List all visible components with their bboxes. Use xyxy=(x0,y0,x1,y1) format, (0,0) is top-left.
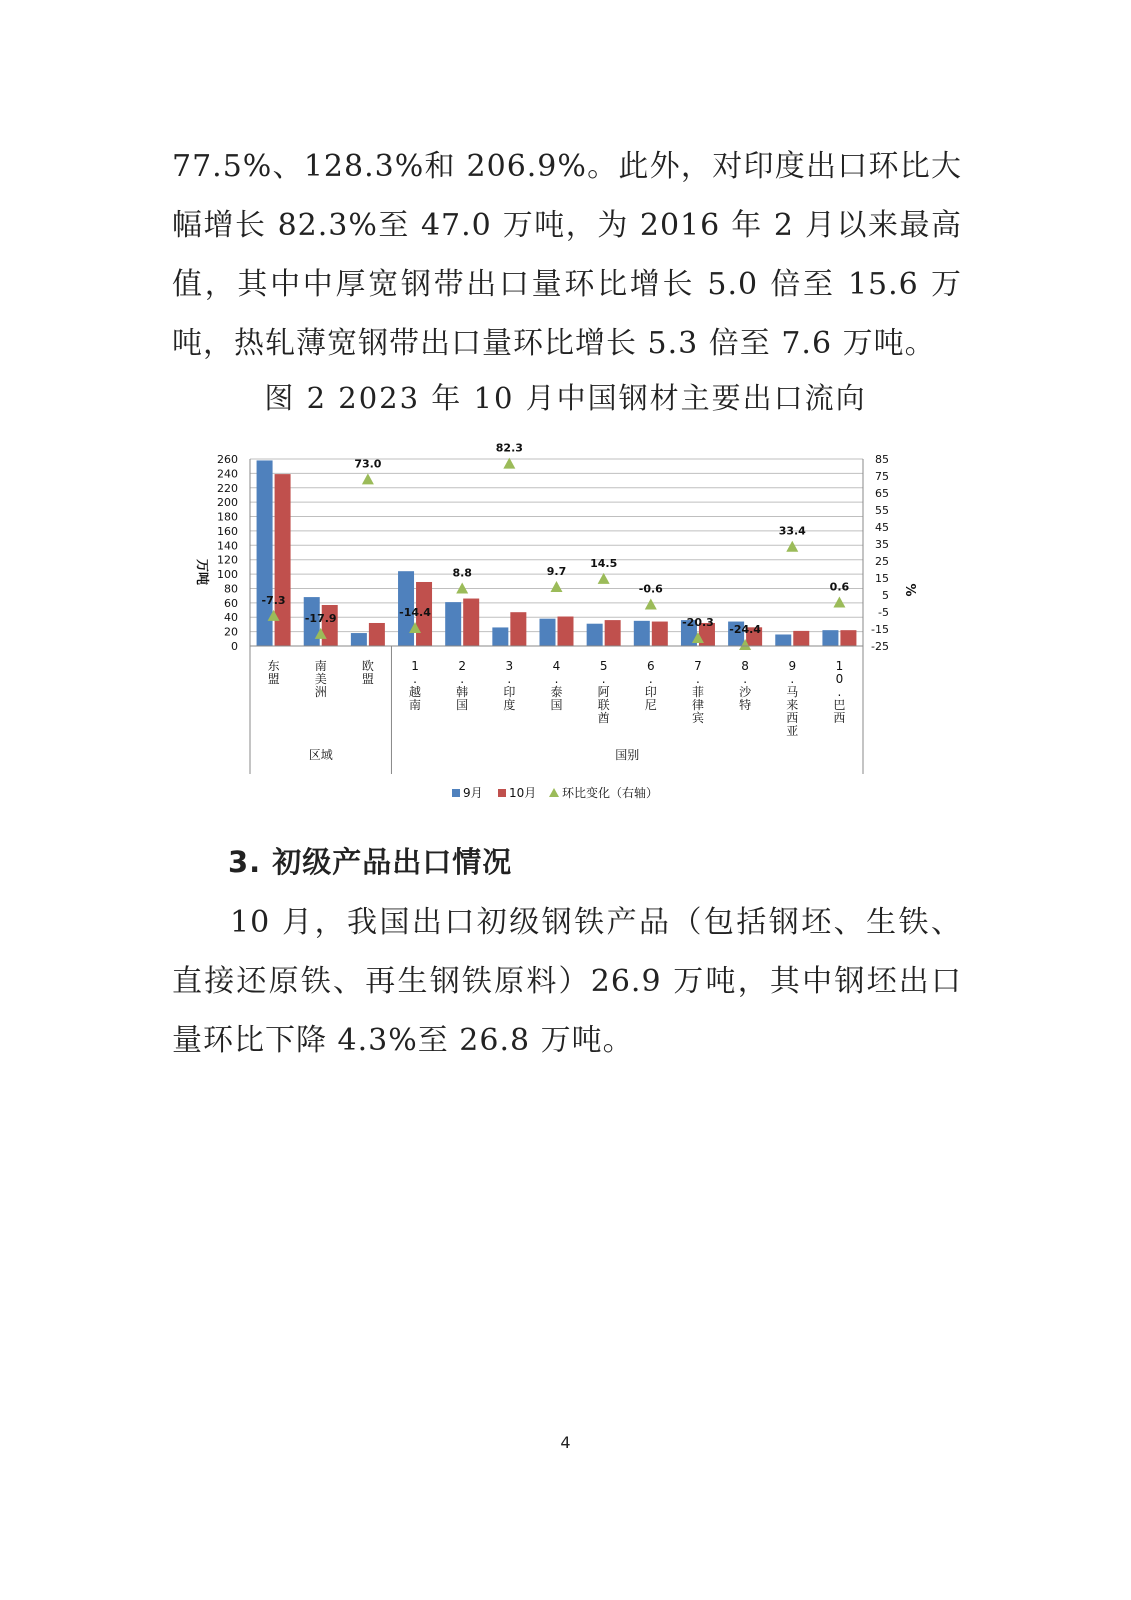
category-label: 5 xyxy=(599,659,608,673)
category-label: 盟 xyxy=(361,672,374,686)
change-label: 33.4 xyxy=(778,524,806,538)
change-marker xyxy=(362,473,374,484)
category-label: . xyxy=(837,685,842,699)
category-label: 2 xyxy=(458,659,467,673)
legend-swatch-oct xyxy=(498,789,506,797)
category-label: 西 xyxy=(786,711,799,725)
y2-tick-label: 35 xyxy=(875,538,889,551)
category-label: 南 xyxy=(409,698,422,712)
legend-label: 9月 xyxy=(463,786,483,800)
category-label: 7 xyxy=(694,659,702,673)
bar-sep xyxy=(540,619,556,646)
y2-axis-title: % xyxy=(902,583,917,597)
y2-tick-label: 5 xyxy=(882,589,889,602)
y-tick-label: 200 xyxy=(217,496,238,510)
change-label: -0.6 xyxy=(638,582,663,596)
category-label: . xyxy=(507,672,512,686)
category-label: 来 xyxy=(786,698,799,712)
y-tick-label: 0 xyxy=(231,640,238,653)
category-label: 宾 xyxy=(691,711,704,725)
change-label: -14.4 xyxy=(399,605,431,619)
category-label: 4 xyxy=(552,659,561,673)
category-label: . xyxy=(460,672,465,686)
category-label: 国 xyxy=(456,698,469,712)
category-label: 0 xyxy=(835,672,844,686)
category-label: . xyxy=(554,672,559,686)
category-label: . xyxy=(790,672,795,686)
bar-oct xyxy=(652,622,668,646)
bar-oct xyxy=(793,631,809,646)
bar-sep xyxy=(492,627,508,646)
bar-oct xyxy=(558,617,574,646)
legend-label: 环比变化（右轴） xyxy=(562,786,659,800)
section-heading: 3. 初级产品出口情况 xyxy=(228,845,513,879)
category-label: 国 xyxy=(550,698,563,712)
category-label: 特 xyxy=(739,698,752,712)
change-label: -20.3 xyxy=(682,616,714,630)
y2-tick-label: 25 xyxy=(875,555,889,568)
bar-sep xyxy=(445,602,461,646)
category-label: 6 xyxy=(646,659,655,673)
category-label: . xyxy=(696,672,700,686)
category-label: 欧 xyxy=(361,659,374,673)
paragraph-intro: 77.5%、128.3%和 206.9%。此外，对印度出口环比大幅增长 82.3%至 47.0 万吨，为 2016 年 2 月以来最高值，其中中厚宽钢带出口量环比增长 5.0 倍至 15.6 万吨，热轧薄宽钢带出口量环比增长 5.3 倍至 7.6 万吨。 xyxy=(172,149,962,361)
category-label: 沙 xyxy=(739,685,752,699)
category-label: 9 xyxy=(788,659,797,673)
category-label: 洲 xyxy=(314,685,327,699)
category-label: 酋 xyxy=(597,711,610,725)
category-label: 韩 xyxy=(456,685,469,699)
y-axis-title: 万吨 xyxy=(194,558,209,586)
category-label: 1 xyxy=(835,659,844,673)
bar-oct xyxy=(369,623,385,646)
change-marker xyxy=(551,581,563,592)
change-label: 82.3 xyxy=(495,441,523,455)
change-label: 9.7 xyxy=(546,565,567,579)
bar-sep xyxy=(634,621,650,646)
category-label: 印 xyxy=(503,685,516,699)
category-label: 菲 xyxy=(691,685,704,699)
bar-oct xyxy=(463,599,479,646)
category-label: 东 xyxy=(267,659,280,673)
y2-tick-label: -15 xyxy=(871,623,889,636)
y-tick-label: 120 xyxy=(217,553,238,567)
y-tick-label: 100 xyxy=(217,568,238,582)
figure-caption: 图 2 2023 年 10 月中国钢材主要出口流向 xyxy=(264,381,867,415)
change-label: -7.3 xyxy=(261,593,286,607)
category-label: 度 xyxy=(503,698,516,712)
y2-tick-label: 15 xyxy=(875,572,889,585)
category-label: . xyxy=(743,672,748,686)
change-marker xyxy=(645,599,657,610)
change-label: 14.5 xyxy=(590,556,618,570)
category-label: 西 xyxy=(833,711,846,725)
category-label: 尼 xyxy=(644,698,657,712)
change-label: 73.0 xyxy=(354,457,382,471)
legend-marker-change xyxy=(549,788,559,797)
change-label: 0.6 xyxy=(829,580,850,594)
category-label: 3 xyxy=(505,659,514,673)
y-tick-label: 180 xyxy=(217,510,238,524)
change-label: -24.4 xyxy=(729,622,761,636)
y2-tick-label: -25 xyxy=(871,640,889,653)
change-label: -17.9 xyxy=(304,611,337,625)
category-label: 8 xyxy=(741,659,749,673)
group-label: 区域 xyxy=(308,748,333,762)
change-marker xyxy=(833,596,845,607)
group-label: 国别 xyxy=(615,748,640,762)
category-label: 亚 xyxy=(786,724,799,738)
category-label: . xyxy=(648,672,653,686)
category-label: 联 xyxy=(597,698,610,712)
category-label: 马 xyxy=(786,685,799,699)
bar-oct xyxy=(510,612,526,646)
bar-sep xyxy=(822,630,838,646)
category-label: 阿 xyxy=(597,685,610,699)
y-tick-label: 160 xyxy=(217,524,238,538)
bar-sep xyxy=(351,633,367,646)
category-label: . xyxy=(601,672,606,686)
category-label: . xyxy=(413,672,417,686)
bar-sep xyxy=(775,634,791,646)
change-label: 8.8 xyxy=(452,566,472,580)
y-tick-label: 220 xyxy=(217,481,238,495)
bar-oct xyxy=(840,630,856,646)
y-tick-label: 260 xyxy=(217,453,238,466)
category-label: 美 xyxy=(314,672,327,686)
y-tick-label: 80 xyxy=(224,582,238,596)
category-label: 越 xyxy=(409,685,422,699)
y-tick-label: 140 xyxy=(217,539,238,553)
y-tick-label: 240 xyxy=(217,467,238,481)
y2-tick-label: 55 xyxy=(875,504,889,517)
paragraph-primary-products: 10 月，我国出口初级钢铁产品（包括钢坯、生铁、直接还原铁、再生钢铁原料）26.9 万吨，其中钢坯出口量环比下降 4.3%至 26.8 万吨。 xyxy=(172,905,962,1058)
category-label: 1 xyxy=(411,659,419,673)
category-label: 巴 xyxy=(833,698,846,712)
category-label: 律 xyxy=(691,698,704,712)
y-tick-label: 60 xyxy=(224,596,238,610)
y-tick-label: 40 xyxy=(224,611,238,625)
page-number: 4 xyxy=(560,1433,571,1452)
legend-label: 10月 xyxy=(509,786,537,800)
y2-tick-label: 65 xyxy=(875,487,889,500)
category-label: 印 xyxy=(644,685,657,699)
y2-tick-label: 75 xyxy=(875,470,889,483)
bar-oct xyxy=(605,620,621,646)
export-flow-chart xyxy=(180,440,920,830)
category-label: 南 xyxy=(314,659,327,673)
y2-tick-label: 45 xyxy=(875,521,889,534)
y2-tick-label: 85 xyxy=(875,453,889,466)
y2-tick-label: -5 xyxy=(878,606,889,619)
bar-sep xyxy=(587,624,603,646)
category-label: 盟 xyxy=(267,672,280,686)
legend-swatch-sep xyxy=(452,789,460,797)
category-label: 泰 xyxy=(550,685,563,699)
y-tick-label: 20 xyxy=(224,625,238,639)
change-marker xyxy=(786,541,798,552)
